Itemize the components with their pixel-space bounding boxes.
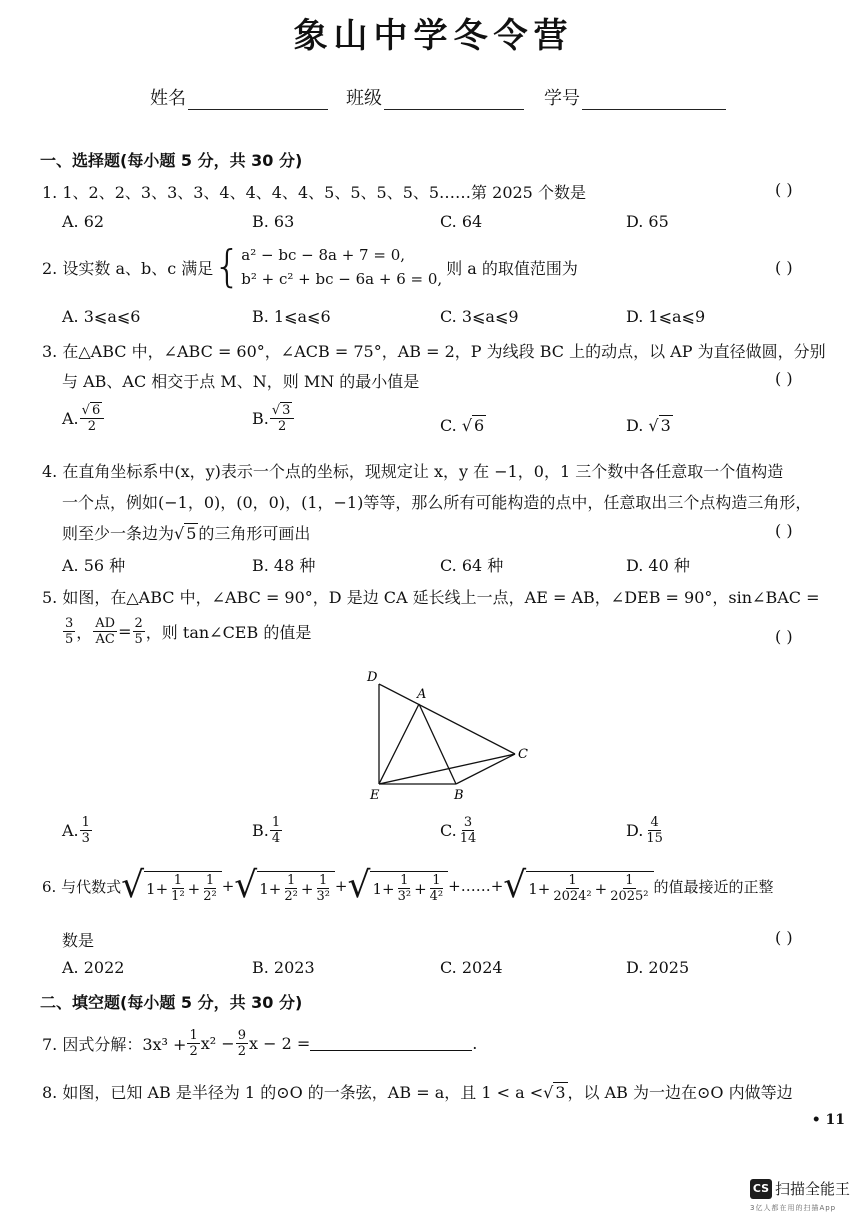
q6-line2: 数是 — [62, 931, 95, 950]
class-label: 班级 — [346, 88, 382, 109]
q2-equation-system — [213, 243, 442, 291]
q1-option-b: B. 63 — [252, 212, 295, 231]
student-id-blank[interactable] — [582, 91, 726, 110]
q3-answer-paren[interactable]: ( ) — [775, 369, 793, 388]
q2-answer-paren[interactable]: ( ) — [775, 258, 793, 277]
q4-option-a: A. 56 种 — [62, 556, 126, 575]
label-a: A — [417, 687, 427, 702]
student-id-label: 学号 — [544, 88, 580, 109]
q6-radical-2: √ 1 + $\frac{1}{\text{2²}}$ + $\frac{1}{\text{3²}}$ — [234, 867, 335, 905]
label-d: D — [367, 670, 378, 685]
q8-line1: 8. 如图，已知 AB 是半径为 1 的⊙O 的一条弦，AB = a，且 1 < a <√ 3 ，以 AB 为一边在⊙O 内做等边 — [42, 1083, 793, 1102]
q2-option-b: B. 1⩽a⩽6 — [252, 307, 331, 326]
q2-pre: 2. 设实数 a、b、c 满足 — [42, 258, 214, 278]
scanner-logo — [750, 1178, 851, 1212]
q4-option-b: B. 48 种 — [252, 556, 316, 575]
ad-ac-fraction: $\frac{AD}{AC}$ — [95, 616, 116, 647]
section-fill: 二、填空题(每小题 5 分，共 30 分) — [40, 993, 303, 1012]
q6-option-b: B. 2023 — [252, 958, 315, 977]
cs-logo-icon: CS — [750, 1179, 772, 1199]
q3-option-c: C. √ 6 — [440, 416, 485, 435]
brace-icon: { — [213, 241, 242, 292]
sin-fraction: $\frac{3}{5}$ — [65, 616, 74, 647]
q4-answer-paren[interactable]: ( ) — [775, 521, 793, 540]
ratio-fraction: $\frac{2}{5}$ — [134, 616, 143, 647]
q5-option-c: C. $\frac{3}{14}$ — [440, 815, 477, 846]
q6-answer-paren[interactable]: ( ) — [775, 928, 793, 947]
q5-option-a: A. $\frac{1}{3}$ — [62, 815, 90, 846]
name-blank[interactable] — [188, 91, 328, 110]
q5-line1: 5. 如图，在△ABC 中，∠ABC = 90°，D 是边 CA 延长线上一点，AE = AB，∠DEB = 90°，sin∠BAC = — [42, 588, 820, 607]
name-label: 姓名 — [150, 88, 186, 109]
q6-radical-4: √ 1 + $\frac{1}{\text{2024²}}$ + $\frac{1}{\text{2025²}}$ — [503, 867, 653, 905]
q6-stem: 6. 与代数式 √ 1 + $\frac{1}{\text{1²}}$ + $\frac{1}{\text{2²}}$ + √ 1 + $\frac{1}{\text{2²}}$ + $\frac{1}{\text{3²}}$ + √ 1 + $\frac{1}{\text{3²}}$ + $\frac{1}{\text{4²}}$ +……+ √ 1 + $\frac{1}{\text{2024²}}$ + $\frac{1}{\text{2025²}}$ 的值最接近的正整 — [42, 865, 774, 906]
q1-stem: 1. 1、2、2、3、3、3、4、4、4、4、5、5、5、5、5……第 2025 个数是 — [42, 183, 586, 202]
q4-option-c: C. 64 种 — [440, 556, 504, 575]
q3-option-b: B. $\frac{√ 3}{2}$ — [252, 402, 295, 434]
q1-option-c: C. 64 — [440, 212, 483, 231]
segment-ec — [379, 754, 515, 784]
q1-option-d: D. 65 — [626, 212, 669, 231]
logo-tagline: 3亿人都在用的扫描App — [750, 1204, 837, 1212]
q4-option-d: D. 40 种 — [626, 556, 690, 575]
q3-line1: 3. 在△ABC 中，∠ABC = 60°，∠ACB = 75°，AB = 2，P 为线段 BC 上的动点，以 AP 为直径做圆，分别 — [42, 342, 826, 361]
q6-option-a: A. 2022 — [62, 958, 125, 977]
page-number: • 11 — [811, 1112, 845, 1128]
q6-radical-1: √ 1 + $\frac{1}{\text{1²}}$ + $\frac{1}{\text{2²}}$ — [121, 867, 222, 905]
q5-answer-paren[interactable]: ( ) — [775, 627, 793, 646]
q2-post: 则 a 的取值范围为 — [446, 258, 578, 278]
class-field[interactable] — [346, 84, 524, 110]
q1-answer-paren[interactable]: ( ) — [775, 180, 793, 199]
q2-option-c: C. 3⩽a⩽9 — [440, 307, 519, 326]
q5-geometry-figure — [360, 664, 540, 804]
q5-line2: $\frac{3}{5}$ ， $\frac{AD}{AC}$ = $\frac{2}{5}$ ，则 tan∠CEB 的值是 — [65, 616, 312, 647]
segment-bc — [456, 754, 515, 784]
q4-line2: 一个点，例如(−1，0)，(0，0)，(1，−1)等等，那么所有可能构造的点中，任意取出三个点构造三角形， — [62, 493, 812, 512]
q3-option-a: A. $\frac{√ 6}{2}$ — [62, 402, 105, 434]
segment-ab — [419, 704, 456, 784]
q2-option-d: D. 1⩽a⩽9 — [626, 307, 706, 326]
segment-ae — [379, 704, 419, 784]
logo-name: 扫描全能王 — [775, 1180, 851, 1198]
q4-line3: 则至少一条边为√ 5 的三角形可画出 — [62, 524, 311, 543]
class-blank[interactable] — [384, 91, 524, 110]
q2-eq2: b² + c² + bc − 6a + 6 = 0, — [241, 270, 443, 288]
q7-stem: 7. 因式分解：3x³ + $\frac{1}{2}$ x² − $\frac{9}{2}$ x − 2 = . — [42, 1028, 478, 1059]
q6-option-c: C. 2024 — [440, 958, 503, 977]
label-b: B — [454, 788, 464, 803]
page-title: 象山中学冬令营 — [293, 16, 574, 56]
label-e: E — [370, 788, 380, 803]
q1-option-a: A. 62 — [62, 212, 105, 231]
q2-eq1: a² − bc − 8a + 7 = 0, — [241, 246, 405, 264]
section-choice: 一、选择题(每小题 5 分，共 30 分) — [40, 151, 303, 170]
q3-line2: 与 AB、AC 相交于点 M、N，则 MN 的最小值是 — [62, 372, 420, 391]
student-id-field[interactable] — [544, 84, 726, 110]
q6-radical-3: √ 1 + $\frac{1}{\text{3²}}$ + $\frac{1}{\text{4²}}$ — [348, 867, 449, 905]
label-c: C — [518, 747, 528, 762]
q7-answer-blank[interactable] — [310, 1036, 472, 1051]
q6-option-d: D. 2025 — [626, 958, 690, 977]
q3-option-d: D. √ 3 — [626, 416, 671, 435]
q4-line1: 4. 在直角坐标系中(x，y)表示一个点的坐标，现规定让 x，y 在 −1，0，1 三个数中各任意取一个值构造 — [42, 462, 784, 481]
q2-stem — [42, 243, 578, 291]
q5-option-b: B. $\frac{1}{4}$ — [252, 815, 281, 846]
q5-option-d: D. $\frac{4}{15}$ — [626, 815, 663, 846]
name-field[interactable] — [150, 84, 328, 110]
q2-option-a: A. 3⩽a⩽6 — [62, 307, 141, 326]
